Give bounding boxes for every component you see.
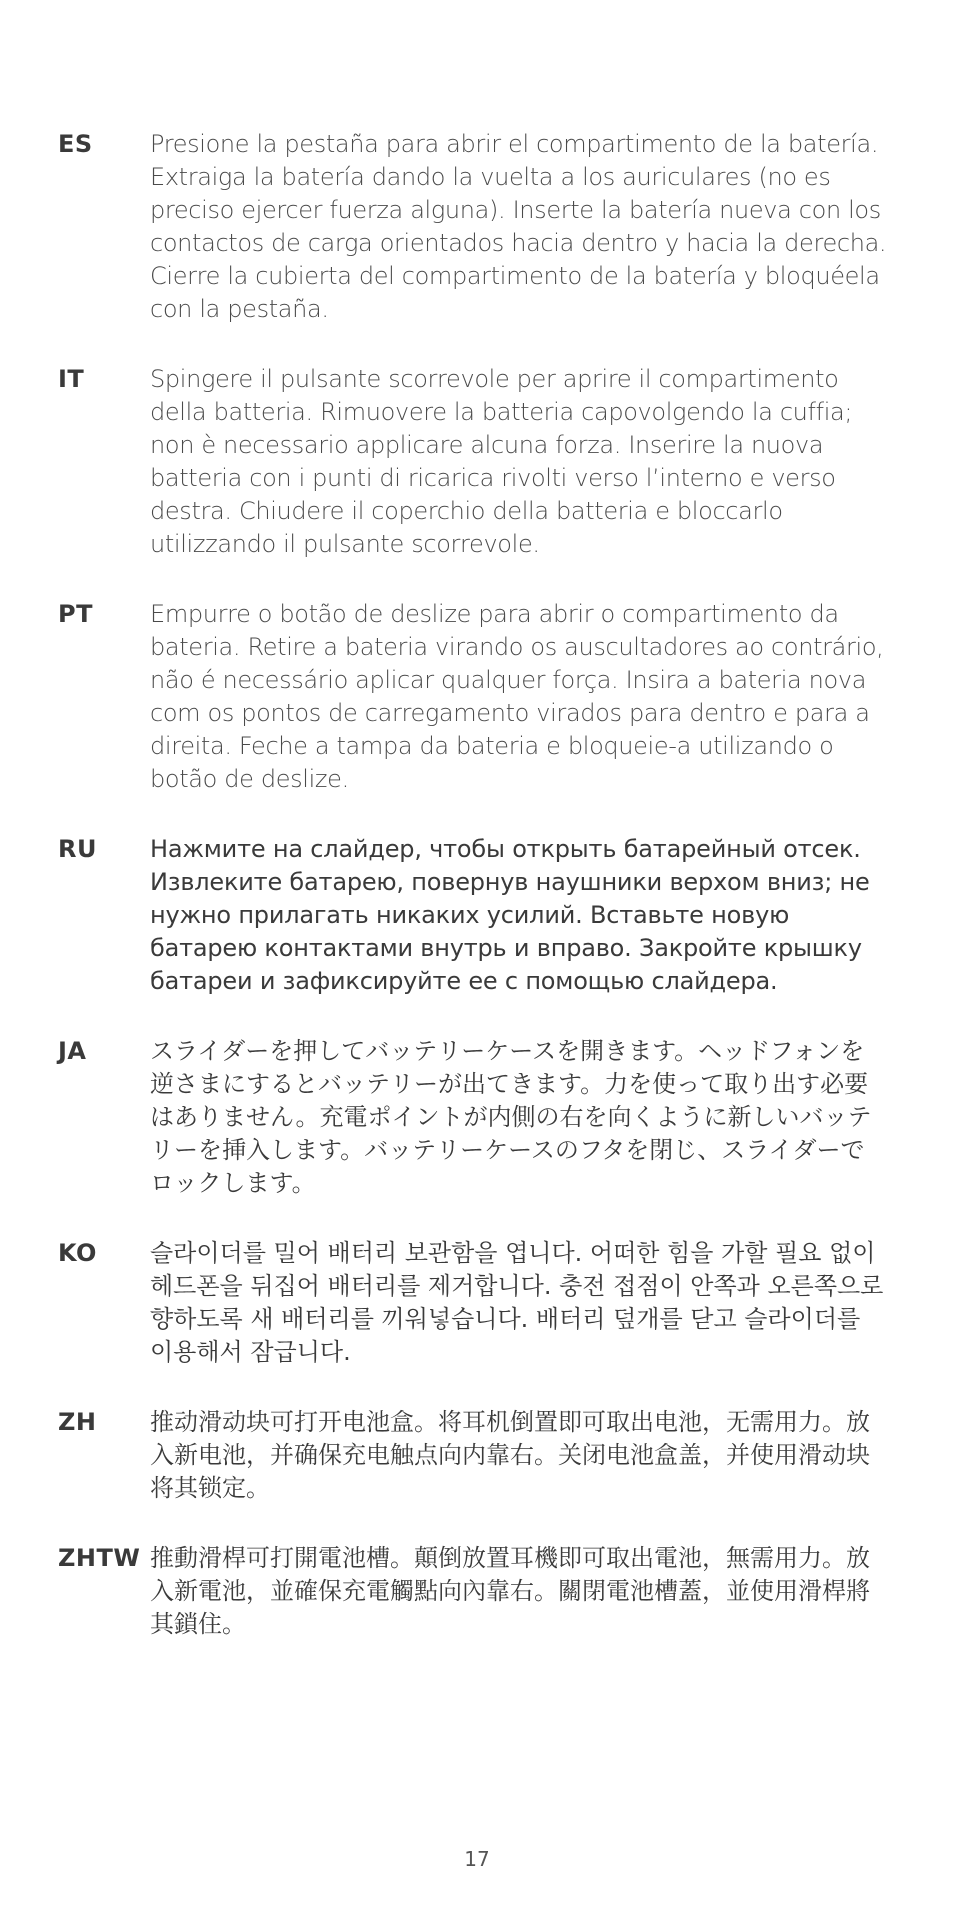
page-number: 17 [464, 1847, 490, 1871]
instruction-text: 推動滑桿可打開電池槽。顛倒放置耳機即可取出電池，無需用力。放入新電池，並確保充電觸點向內靠右。關閉電池槽蓋，並使用滑桿將其鎖住。 [150, 1544, 870, 1638]
language-code: PT [58, 600, 93, 628]
battery-instructions-list [58, 128, 888, 1678]
language-entry-ja [58, 1035, 888, 1200]
language-entry-es [58, 128, 888, 326]
instruction-text: Empurre o botão de deslize para abrir o compartimento da bateria. Retire a bateria virando os auscultadores ao contrário, não é necessário aplicar qualquer força. Insira a bateria nova com os pontos de carregamento virados para dentro e para a direita. Feche a tampa da bateria e bloqueie-a utilizando o botão de deslize. [150, 600, 884, 793]
language-code: RU [58, 835, 97, 863]
language-code: JA [58, 1037, 87, 1065]
language-code: ZHTW [58, 1544, 141, 1572]
instruction-text: Presione la pestaña para abrir el compartimento de la batería. Extraiga la batería dando la vuelta a los auriculares (no es preciso ejercer fuerza alguna). Inserte la batería nueva con los contactos de carga orientados hacia dentro y hacia la derecha. Cierre la cubierta del compartimento de la batería y bloquéela con la pestaña. [150, 130, 887, 323]
language-code: ZH [58, 1408, 97, 1436]
instruction-text: Нажмите на слайдер, чтобы открыть батарейный отсек. Извлеките батарею, повернув наушники верхом вниз; не нужно прилагать никаких усилий. Вставьте новую батарею контактами внутрь и вправо. Закройте крышку батареи и зафиксируйте ее с помощью слайдера. [150, 835, 870, 995]
language-code: KO [58, 1239, 97, 1267]
language-code: ES [58, 130, 93, 158]
language-entry-ko [58, 1237, 888, 1369]
instruction-text: 슬라이더를 밀어 배터리 보관함을 엽니다. 어떠한 힘을 가할 필요 없이 헤드폰을 뒤집어 배터리를 제거합니다. 충전 접점이 안쪽과 오른쪽으로 향하도록 새 배터리를 끼워넣습니다. 배터리 덮개를 닫고 슬라이더를 이용해서 잠급니다. [150, 1239, 884, 1366]
language-code: IT [58, 365, 85, 393]
language-entry-it [58, 363, 888, 561]
language-entry-zh [58, 1406, 888, 1505]
language-entry-ru [58, 833, 888, 998]
instruction-text: 推动滑动块可打开电池盒。将耳机倒置即可取出电池，无需用力。放入新电池，并确保充电触点向内靠右。关闭电池盒盖，并使用滑动块将其锁定。 [150, 1408, 870, 1502]
language-entry-pt [58, 598, 888, 796]
instruction-text: スライダーを押してバッテリーケースを開きます。ヘッドフォンを逆さまにするとバッテリーが出てきます。力を使って取り出す必要はありません。充電ポイントが内側の右を向くように新しいバッテリーを挿入します。バッテリーケースのフタを閉じ、スライダーでロックします。 [150, 1037, 872, 1197]
instruction-text: Spingere il pulsante scorrevole per aprire il compartimento della batteria. Rimuovere la batteria capovolgendo la cuffia; non è necessario applicare alcuna forza. Inserire la nuova batteria con i punti di ricarica rivolti verso l’interno e verso destra. Chiudere il coperchio della batteria e bloccarlo utilizzando il pulsante scorrevole. [150, 365, 853, 558]
language-entry-zhtw [58, 1542, 888, 1641]
